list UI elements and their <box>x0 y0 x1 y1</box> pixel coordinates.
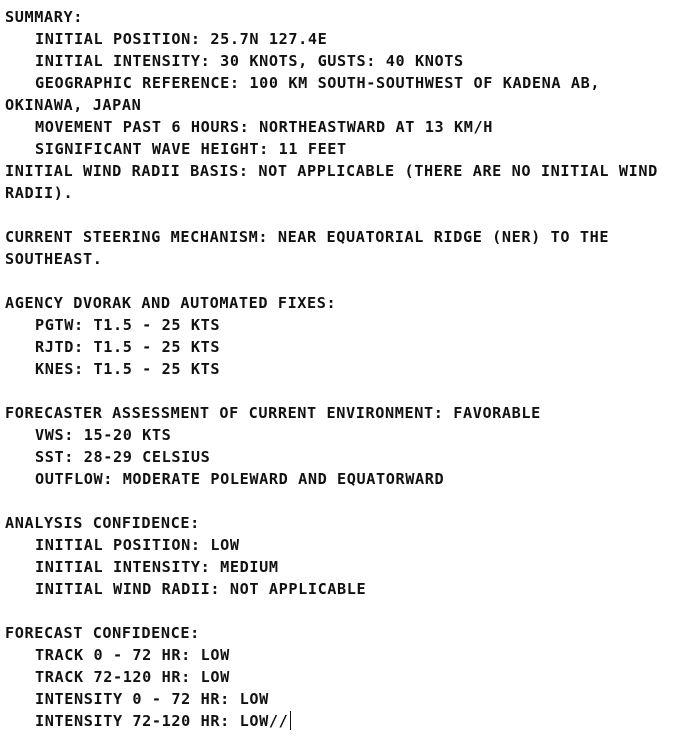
analysis-confidence-intensity: INITIAL INTENSITY: MEDIUM <box>35 558 279 576</box>
blank-line <box>5 380 695 402</box>
fix-rjtd: RJTD: T1.5 - 25 KTS <box>35 338 221 356</box>
environment-vws: VWS: 15-20 KTS <box>35 426 172 444</box>
blank-line <box>5 270 695 292</box>
environment-outflow: OUTFLOW: MODERATE POLEWARD AND EQUATORWARD <box>35 470 445 488</box>
bulletin-text <box>5 6 695 732</box>
fix-knes: KNES: T1.5 - 25 KTS <box>35 360 221 378</box>
summary-geographic-reference-cont: OKINAWA, JAPAN <box>5 96 142 114</box>
steering-mechanism: CURRENT STEERING MECHANISM: NEAR EQUATORIAL RIDGE (NER) TO THE <box>5 228 610 246</box>
summary-heading: SUMMARY: <box>5 8 83 26</box>
environment-heading: FORECASTER ASSESSMENT OF CURRENT ENVIRONMENT: FAVORABLE <box>5 404 541 422</box>
summary-movement: MOVEMENT PAST 6 HOURS: NORTHEASTWARD AT 13 KM/H <box>35 118 493 136</box>
analysis-confidence-position: INITIAL POSITION: LOW <box>35 536 240 554</box>
summary-initial-intensity: INITIAL INTENSITY: 30 KNOTS, GUSTS: 40 KNOTS <box>35 52 464 70</box>
forecast-track-72-120: TRACK 72-120 HR: LOW <box>35 668 230 686</box>
analysis-confidence-heading: ANALYSIS CONFIDENCE: <box>5 514 200 532</box>
blank-line <box>5 490 695 512</box>
forecast-intensity-72-120-line <box>5 710 695 732</box>
forecast-confidence-heading: FORECAST CONFIDENCE: <box>5 624 200 642</box>
forecast-intensity-0-72: INTENSITY 0 - 72 HR: LOW <box>35 690 269 708</box>
summary-geographic-reference: GEOGRAPHIC REFERENCE: 100 KM SOUTH-SOUTHWEST OF KADENA AB, <box>35 74 601 92</box>
forecast-intensity-72-120: INTENSITY 72-120 HR: LOW// <box>35 712 289 730</box>
fixes-heading: AGENCY DVORAK AND AUTOMATED FIXES: <box>5 294 337 312</box>
fix-pgtw: PGTW: T1.5 - 25 KTS <box>35 316 221 334</box>
text-cursor <box>290 711 291 730</box>
summary-wave-height: SIGNIFICANT WAVE HEIGHT: 11 FEET <box>35 140 347 158</box>
analysis-confidence-wind-radii: INITIAL WIND RADII: NOT APPLICABLE <box>35 580 367 598</box>
environment-sst: SST: 28-29 CELSIUS <box>35 448 211 466</box>
summary-wind-radii-basis-cont: RADII). <box>5 184 74 202</box>
blank-line <box>5 600 695 622</box>
summary-initial-position: INITIAL POSITION: 25.7N 127.4E <box>35 30 328 48</box>
steering-mechanism-cont: SOUTHEAST. <box>5 250 103 268</box>
forecast-track-0-72: TRACK 0 - 72 HR: LOW <box>35 646 230 664</box>
blank-line <box>5 204 695 226</box>
summary-wind-radii-basis: INITIAL WIND RADII BASIS: NOT APPLICABLE (THERE ARE NO INITIAL WIND <box>5 162 658 180</box>
